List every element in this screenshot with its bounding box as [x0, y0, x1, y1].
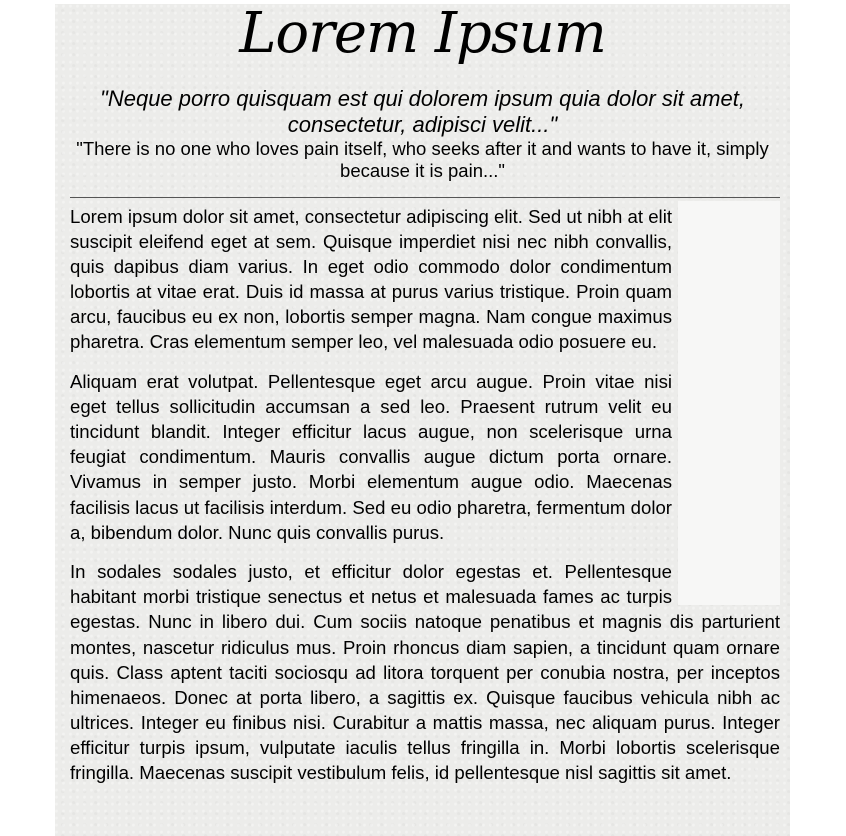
article-body	[70, 204, 780, 800]
english-quote: "There is no one who loves pain itself, who seeks after it and wants to have it, simply because it is pain..."	[76, 138, 769, 181]
latin-quote: "Neque porro quisquam est qui dolorem ipsum quia dolor sit amet, consectetur, adipisci velit..."	[100, 86, 745, 137]
paragraph-1: Lorem ipsum dolor sit amet, consectetur adipiscing elit. Sed ut nibh at elit suscipit eleifend eget at sem. Quisque imperdiet nisi nec nibh convallis, quis dapibus diam varius. In eget odio commodo dolor condimentum lobortis at vitae erat. Duis id massa at purus varius tristique. Proin quam arcu, faucibus eu ex non, lobortis semper magna. Nam congue maximus pharetra. Cras elementum semper leo, vel malesuada odio posuere eu.	[70, 206, 672, 353]
paragraph-3: In sodales sodales justo, et efficitur dolor egestas et. Pellentesque habitant morbi tristique senectus et netus et malesuada fames ac turpis egestas. Nunc in libero dui. Cum sociis natoque penatibus et magnis dis parturient montes, nascetur ridiculus mus. Proin rhoncus diam sapien, a tincidunt quam ornare quis. Class aptent taciti sociosqu ad litora torquent per conubia nostra, per inceptos himenaeos. Donec at porta libero, a sagittis ex. Quisque faucibus vehicula nibh ac ultrices. Integer eu finibus nisi. Curabitur a mattis massa, nec aliquam purus. Integer efficitur turpis ipsum, vulputate iaculis tellus fringilla in. Morbi lobortis scelerisque fringilla. Maecenas suscipit vestibulum felis, id pellentesque nisl sagittis sit amet.	[70, 561, 780, 783]
page-title: Lorem Ipsum	[239, 4, 606, 66]
page	[55, 4, 790, 836]
paragraph-2: Aliquam erat volutpat. Pellentesque eget arcu augue. Proin vitae nisi eget tellus sollicitudin accumsan a sed leo. Praesent rutrum velit eu tincidunt blandit. Integer efficitur lacus augue, non scelerisque urna feugiat condimentum. Mauris convallis augue dictum porta ornare. Vivamus in semper justo. Morbi elementum augue odio. Maecenas facilisis lacus ut facilisis interdum. Sed eu odio pharetra, fermentum dolor a, bibendum dolor. Nunc quis convallis purus.	[70, 371, 672, 543]
divider	[70, 197, 780, 198]
sidebar-placeholder	[678, 201, 780, 605]
